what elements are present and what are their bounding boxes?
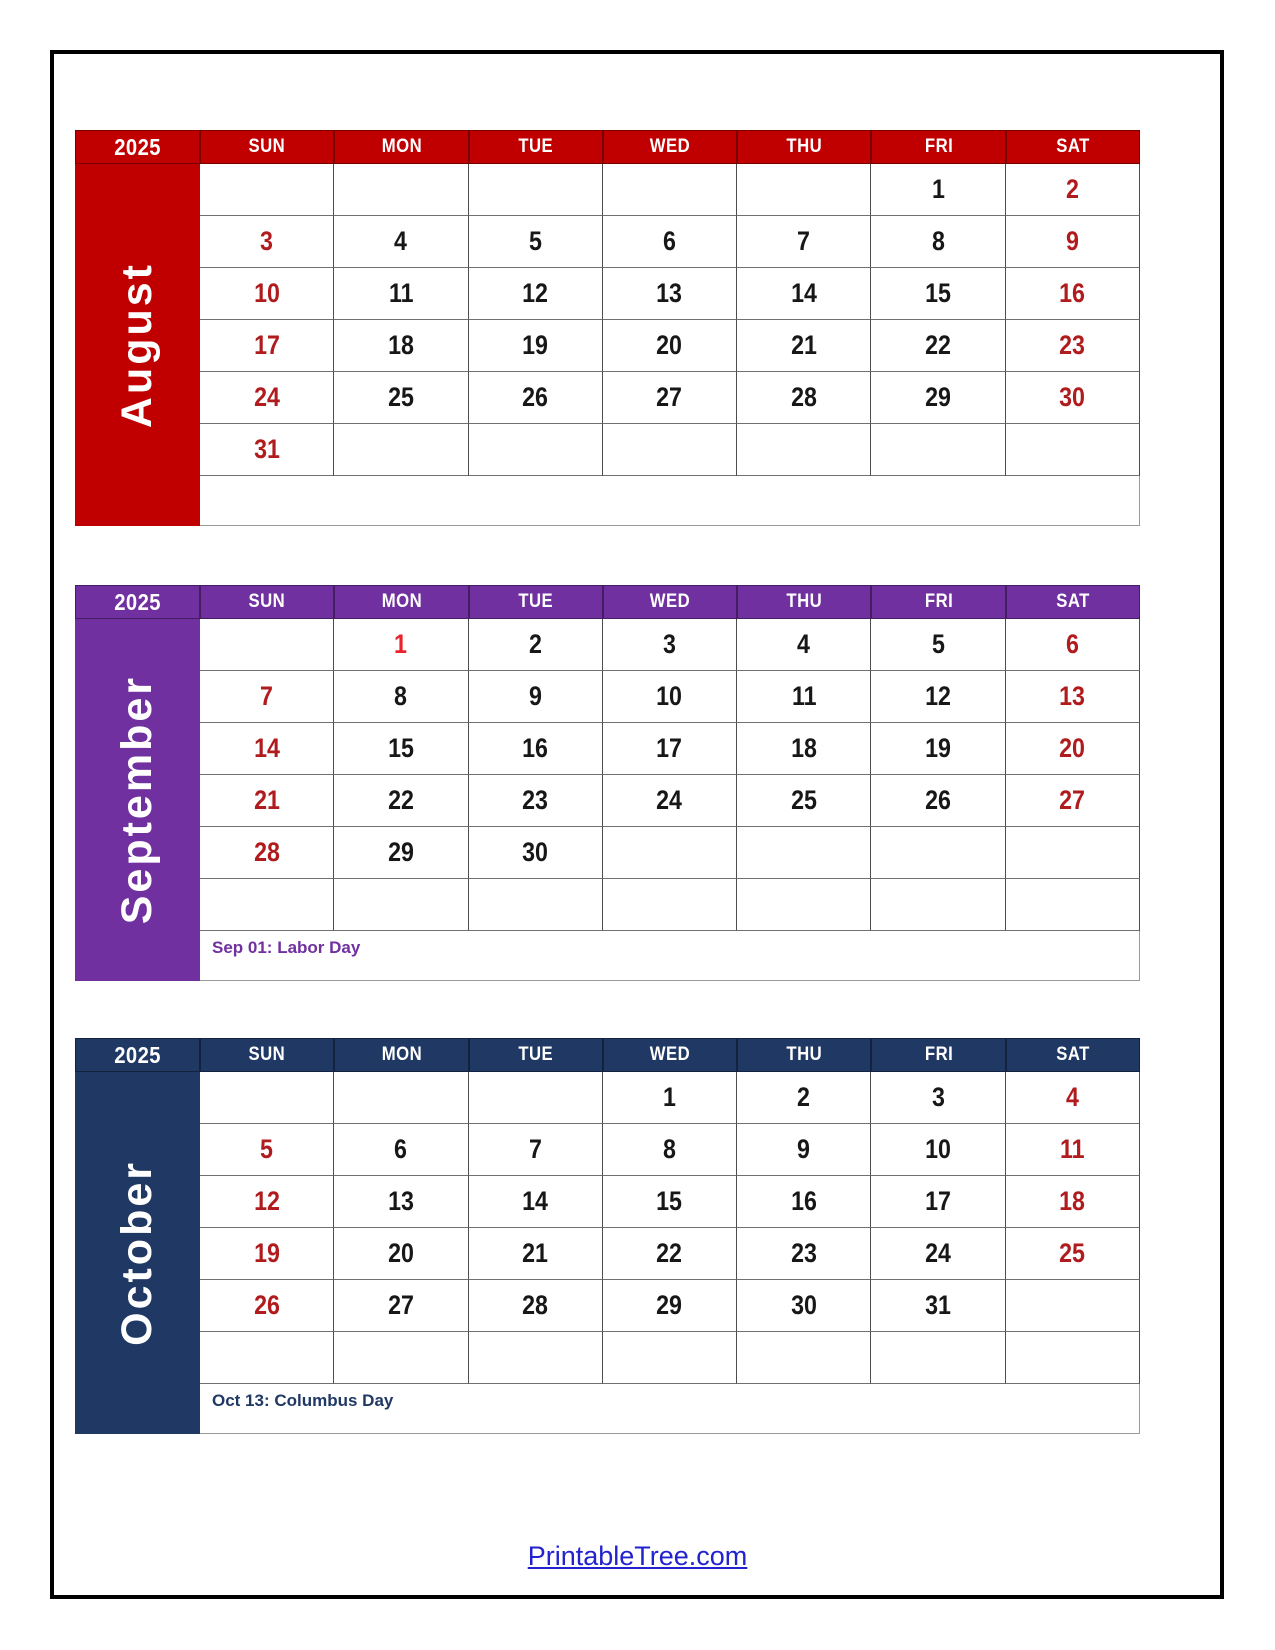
date-cell-30 [1006, 372, 1140, 424]
date-cell-15 [334, 723, 468, 775]
date-number: 24 [656, 785, 683, 815]
date-cell-7 [200, 671, 334, 723]
date-number: 30 [790, 1290, 817, 1320]
date-cell-30 [737, 1280, 871, 1332]
date-cell-29 [334, 827, 468, 879]
date-number: 20 [387, 1238, 414, 1268]
day-header-text: THU [786, 1044, 823, 1065]
date-number: 29 [387, 837, 414, 867]
date-cell-26 [200, 1280, 334, 1332]
holiday-note: Sep 01: Labor Day [200, 931, 1140, 981]
date-cell-9 [1006, 216, 1140, 268]
month-sidebar [75, 164, 200, 526]
date-cell-empty [871, 879, 1005, 931]
date-number: 14 [790, 278, 817, 308]
date-number: 29 [925, 382, 951, 412]
date-cell-empty [1006, 827, 1140, 879]
day-header-text: TUE [518, 1044, 554, 1065]
date-number: 16 [1059, 278, 1086, 308]
month-name-label: September [113, 675, 161, 925]
month-table-october [75, 1038, 1140, 1434]
date-number: 21 [522, 1238, 549, 1268]
date-number: 19 [253, 1238, 280, 1268]
date-cell-7 [469, 1124, 603, 1176]
date-cell-empty [603, 827, 737, 879]
day-header-sat [1006, 1038, 1140, 1072]
date-number: 1 [663, 1082, 676, 1112]
date-cell-21 [737, 320, 871, 372]
date-cell-empty [334, 424, 468, 476]
date-cell-empty [200, 1332, 334, 1384]
date-cell-26 [871, 775, 1005, 827]
date-cell-empty [469, 1332, 603, 1384]
date-cell-5 [200, 1124, 334, 1176]
date-cell-13 [603, 268, 737, 320]
day-header-sun [200, 585, 334, 619]
day-header-wed [603, 585, 737, 619]
day-header-text: TUE [518, 591, 554, 612]
date-number: 10 [925, 1134, 951, 1164]
date-cell-14 [737, 268, 871, 320]
date-cell-empty [603, 1332, 737, 1384]
date-number: 19 [522, 330, 549, 360]
date-number: 2 [1065, 174, 1079, 204]
date-cell-empty [200, 164, 334, 216]
date-cell-28 [200, 827, 334, 879]
day-header-text: WED [649, 591, 691, 612]
date-cell-8 [871, 216, 1005, 268]
date-cell-26 [469, 372, 603, 424]
date-number: 30 [522, 837, 549, 867]
date-number: 27 [656, 382, 683, 412]
date-number: 16 [522, 733, 549, 763]
date-number: 28 [790, 382, 817, 412]
month-name-label: August [113, 261, 161, 429]
day-header-text: SAT [1056, 591, 1090, 612]
date-cell-25 [737, 775, 871, 827]
year-label [75, 130, 200, 164]
day-header-wed [603, 130, 737, 164]
date-cell-9 [737, 1124, 871, 1176]
day-header-text: FRI [924, 591, 953, 612]
date-cell-empty [200, 879, 334, 931]
date-cell-14 [469, 1176, 603, 1228]
date-cell-28 [469, 1280, 603, 1332]
date-cell-11 [334, 268, 468, 320]
date-cell-9 [469, 671, 603, 723]
date-number: 23 [522, 785, 549, 815]
date-cell-7 [737, 216, 871, 268]
date-number: 7 [260, 681, 274, 711]
date-cell-16 [469, 723, 603, 775]
date-number: 8 [663, 1134, 676, 1164]
date-number: 17 [656, 733, 683, 763]
date-number: 4 [797, 629, 811, 659]
date-number: 19 [925, 733, 951, 763]
date-cell-5 [469, 216, 603, 268]
day-header-text: WED [649, 136, 691, 157]
date-number: 1 [394, 629, 408, 659]
date-number: 10 [656, 681, 683, 711]
date-cell-2 [737, 1072, 871, 1124]
month-sidebar [75, 619, 200, 981]
day-header-sat [1006, 585, 1140, 619]
date-number: 3 [931, 1082, 945, 1112]
date-cell-10 [603, 671, 737, 723]
date-number: 4 [1065, 1082, 1079, 1112]
date-cell-6 [1006, 619, 1140, 671]
date-cell-empty [603, 164, 737, 216]
date-cell-23 [469, 775, 603, 827]
date-cell-empty [1006, 424, 1140, 476]
date-cell-empty [871, 424, 1005, 476]
date-number: 8 [394, 681, 408, 711]
date-cell-empty [737, 164, 871, 216]
date-number: 28 [253, 837, 280, 867]
date-cell-12 [200, 1176, 334, 1228]
date-number: 7 [797, 226, 811, 256]
date-cell-17 [871, 1176, 1005, 1228]
date-cell-17 [603, 723, 737, 775]
date-number: 26 [522, 382, 549, 412]
date-number: 4 [394, 226, 408, 256]
date-number: 13 [1059, 681, 1086, 711]
date-number: 9 [1065, 226, 1079, 256]
date-number: 18 [790, 733, 817, 763]
date-cell-16 [1006, 268, 1140, 320]
date-number: 14 [253, 733, 280, 763]
date-number: 18 [387, 330, 414, 360]
date-cell-11 [1006, 1124, 1140, 1176]
day-header-text: MON [381, 591, 422, 612]
date-number: 26 [925, 785, 951, 815]
date-cell-6 [334, 1124, 468, 1176]
footer-link[interactable]: PrintableTree.com [527, 1541, 748, 1571]
day-header-text: THU [786, 591, 823, 612]
date-cell-2 [469, 619, 603, 671]
date-number: 9 [528, 681, 542, 711]
day-header-text: SAT [1056, 136, 1090, 157]
date-cell-24 [603, 775, 737, 827]
day-header-wed [603, 1038, 737, 1072]
date-number: 22 [387, 785, 414, 815]
day-header-text: SUN [248, 136, 286, 157]
date-cell-10 [871, 1124, 1005, 1176]
date-cell-25 [334, 372, 468, 424]
date-number: 22 [656, 1238, 683, 1268]
date-cell-17 [200, 320, 334, 372]
date-cell-empty [469, 1072, 603, 1124]
date-cell-21 [200, 775, 334, 827]
date-cell-empty [1006, 1280, 1140, 1332]
date-number: 15 [656, 1186, 683, 1216]
date-cell-19 [200, 1228, 334, 1280]
date-cell-27 [334, 1280, 468, 1332]
date-cell-25 [1006, 1228, 1140, 1280]
date-cell-13 [334, 1176, 468, 1228]
date-number: 9 [797, 1134, 811, 1164]
date-cell-4 [334, 216, 468, 268]
month-name-label: October [113, 1160, 161, 1346]
footer [0, 1541, 1275, 1572]
date-cell-2 [1006, 164, 1140, 216]
day-header-text: SUN [248, 591, 286, 612]
date-number: 27 [387, 1290, 414, 1320]
date-cell-19 [469, 320, 603, 372]
date-number: 12 [253, 1186, 280, 1216]
day-header-thu [737, 1038, 871, 1072]
date-cell-empty [469, 879, 603, 931]
date-number: 17 [253, 330, 280, 360]
date-cell-15 [603, 1176, 737, 1228]
date-number: 12 [522, 278, 549, 308]
date-cell-6 [603, 216, 737, 268]
date-cell-empty [334, 1332, 468, 1384]
day-header-text: FRI [924, 1044, 953, 1065]
date-cell-4 [737, 619, 871, 671]
date-number: 10 [253, 278, 280, 308]
year-label [75, 585, 200, 619]
date-number: 11 [388, 278, 414, 308]
date-cell-12 [469, 268, 603, 320]
date-cell-empty [1006, 879, 1140, 931]
date-number: 13 [656, 278, 683, 308]
date-number: 5 [260, 1134, 274, 1164]
date-number: 24 [925, 1238, 951, 1268]
day-header-tue [469, 585, 603, 619]
date-number: 6 [1065, 629, 1079, 659]
date-cell-24 [871, 1228, 1005, 1280]
day-header-text: SAT [1056, 1044, 1090, 1065]
date-cell-empty [200, 619, 334, 671]
date-cell-21 [469, 1228, 603, 1280]
date-cell-empty [737, 879, 871, 931]
day-header-mon [334, 130, 468, 164]
date-cell-8 [334, 671, 468, 723]
date-cell-5 [871, 619, 1005, 671]
date-cell-empty [737, 1332, 871, 1384]
date-cell-empty [469, 424, 603, 476]
date-number: 11 [791, 681, 817, 711]
day-header-sun [200, 1038, 334, 1072]
date-cell-16 [737, 1176, 871, 1228]
date-number: 20 [1059, 733, 1086, 763]
year-text: 2025 [114, 1041, 161, 1068]
date-cell-24 [200, 372, 334, 424]
date-number: 12 [925, 681, 951, 711]
day-header-fri [871, 130, 1005, 164]
date-cell-12 [871, 671, 1005, 723]
date-cell-18 [737, 723, 871, 775]
date-number: 1 [931, 174, 945, 204]
date-number: 17 [925, 1186, 951, 1216]
date-cell-4 [1006, 1072, 1140, 1124]
date-cell-empty [871, 827, 1005, 879]
date-cell-8 [603, 1124, 737, 1176]
day-header-thu [737, 585, 871, 619]
date-cell-27 [1006, 775, 1140, 827]
date-number: 7 [528, 1134, 542, 1164]
day-header-text: WED [649, 1044, 691, 1065]
date-cell-20 [603, 320, 737, 372]
date-number: 8 [931, 226, 945, 256]
date-number: 5 [528, 226, 542, 256]
date-cell-3 [603, 619, 737, 671]
day-header-mon [334, 585, 468, 619]
month-table-august [75, 130, 1140, 526]
date-cell-3 [200, 216, 334, 268]
date-number: 26 [253, 1290, 280, 1320]
date-number: 25 [387, 382, 414, 412]
date-cell-empty [334, 879, 468, 931]
date-cell-30 [469, 827, 603, 879]
date-cell-31 [200, 424, 334, 476]
date-cell-empty [737, 827, 871, 879]
date-cell-18 [334, 320, 468, 372]
year-label [75, 1038, 200, 1072]
date-cell-empty [737, 424, 871, 476]
date-number: 31 [253, 434, 280, 464]
date-cell-20 [334, 1228, 468, 1280]
date-cell-22 [334, 775, 468, 827]
date-number: 20 [656, 330, 683, 360]
date-number: 3 [663, 629, 676, 659]
date-cell-10 [200, 268, 334, 320]
date-number: 31 [925, 1290, 951, 1320]
date-cell-22 [871, 320, 1005, 372]
date-cell-29 [603, 1280, 737, 1332]
date-cell-empty [603, 424, 737, 476]
date-cell-1 [871, 164, 1005, 216]
date-number: 11 [1060, 1134, 1085, 1164]
year-text: 2025 [114, 133, 161, 160]
date-number: 6 [394, 1134, 408, 1164]
day-header-text: THU [786, 136, 823, 157]
date-number: 27 [1059, 785, 1086, 815]
date-number: 5 [931, 629, 945, 659]
date-number: 15 [925, 278, 951, 308]
date-cell-13 [1006, 671, 1140, 723]
day-header-fri [871, 1038, 1005, 1072]
month-october [75, 1038, 1140, 1434]
day-header-thu [737, 130, 871, 164]
date-cell-empty [1006, 1332, 1140, 1384]
date-number: 22 [925, 330, 951, 360]
date-number: 23 [1059, 330, 1086, 360]
date-number: 6 [663, 226, 676, 256]
date-number: 16 [790, 1186, 817, 1216]
date-number: 25 [1059, 1238, 1086, 1268]
date-number: 24 [253, 382, 280, 412]
date-cell-14 [200, 723, 334, 775]
date-cell-29 [871, 372, 1005, 424]
date-cell-empty [871, 1332, 1005, 1384]
date-cell-15 [871, 268, 1005, 320]
date-number: 15 [387, 733, 414, 763]
date-cell-11 [737, 671, 871, 723]
day-header-tue [469, 130, 603, 164]
date-cell-empty [469, 164, 603, 216]
date-cell-28 [737, 372, 871, 424]
holiday-note: Oct 13: Columbus Day [200, 1384, 1140, 1434]
date-number: 13 [387, 1186, 414, 1216]
date-cell-empty [334, 1072, 468, 1124]
date-cell-empty [603, 879, 737, 931]
date-number: 30 [1059, 382, 1086, 412]
date-cell-31 [871, 1280, 1005, 1332]
date-cell-27 [603, 372, 737, 424]
day-header-sat [1006, 130, 1140, 164]
date-number: 21 [253, 785, 280, 815]
date-number: 2 [528, 629, 542, 659]
date-number: 29 [656, 1290, 683, 1320]
day-header-text: TUE [518, 136, 554, 157]
date-cell-3 [871, 1072, 1005, 1124]
date-number: 14 [522, 1186, 549, 1216]
month-sidebar [75, 1072, 200, 1434]
date-cell-19 [871, 723, 1005, 775]
day-header-mon [334, 1038, 468, 1072]
date-cell-empty [200, 1072, 334, 1124]
date-cell-18 [1006, 1176, 1140, 1228]
year-text: 2025 [114, 588, 161, 615]
day-header-text: FRI [924, 136, 953, 157]
date-cell-1 [603, 1072, 737, 1124]
day-header-sun [200, 130, 334, 164]
month-august [75, 130, 1140, 526]
date-cell-22 [603, 1228, 737, 1280]
date-number: 23 [790, 1238, 817, 1268]
day-header-text: MON [381, 1044, 422, 1065]
date-cell-20 [1006, 723, 1140, 775]
day-header-text: SUN [248, 1044, 286, 1065]
date-cell-1 [334, 619, 468, 671]
holiday-note [200, 476, 1140, 526]
date-number: 25 [790, 785, 817, 815]
date-number: 3 [260, 226, 274, 256]
date-cell-23 [1006, 320, 1140, 372]
date-number: 18 [1059, 1186, 1086, 1216]
date-number: 21 [790, 330, 817, 360]
day-header-tue [469, 1038, 603, 1072]
date-number: 2 [797, 1082, 811, 1112]
day-header-fri [871, 585, 1005, 619]
date-cell-23 [737, 1228, 871, 1280]
date-number: 28 [522, 1290, 549, 1320]
month-table-september [75, 585, 1140, 981]
month-september [75, 585, 1140, 981]
date-cell-empty [334, 164, 468, 216]
day-header-text: MON [381, 136, 422, 157]
